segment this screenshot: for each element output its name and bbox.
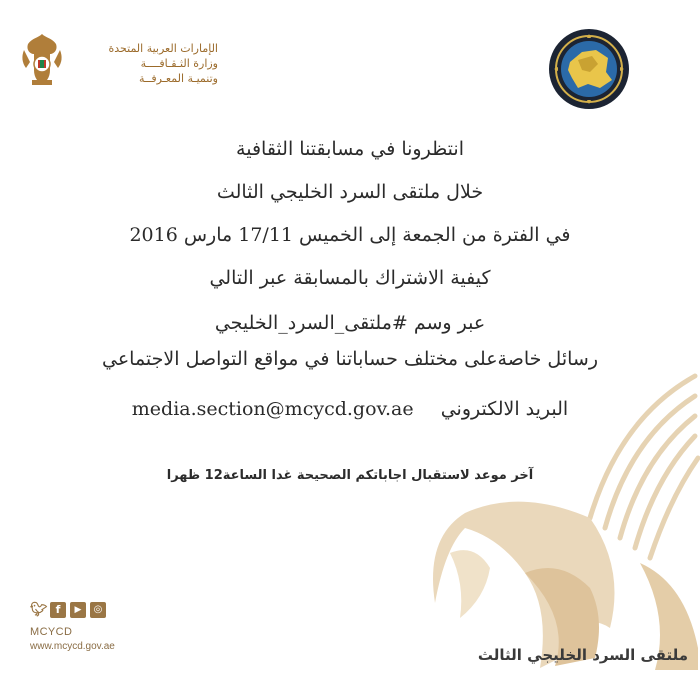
- twitter-icon[interactable]: 🐦︎: [30, 602, 48, 618]
- participation-heading: كيفية الاشتراك بالمسابقة عبر التالي: [209, 267, 491, 289]
- ministry-logo: [18, 30, 218, 88]
- website-link[interactable]: www.mcycd.gov.ae: [30, 641, 115, 652]
- hashtag-line: عبر وسم #ملتقى_السرد_الخليجي: [214, 312, 486, 334]
- youtube-icon[interactable]: ▶: [70, 602, 86, 618]
- gcc-seal-icon: [548, 28, 630, 110]
- deadline-notice: آخر موعد لاستقبال اجاباتكم الصحيحة غدا الساعة12 ظهرا: [166, 468, 534, 483]
- event-brand-title: ملتقى السرد الخليجي الثالث: [477, 646, 688, 664]
- email-row: [0, 398, 700, 420]
- ministry-name-line: وتنميـة المعـرفــة: [139, 72, 218, 85]
- announcement-line: خلال ملتقى السرد الخليجي الثالث: [216, 181, 484, 203]
- social-messages-line: رسائل خاصةعلى مختلف حساباتنا في مواقع التواصل الاجتماعي: [101, 348, 598, 370]
- announcement-line: انتظرونا في مسابقتنا الثقافية: [236, 138, 464, 160]
- event-dates-line: في الفترة من الجمعة إلى الخميس 17/11 مارس 2016: [129, 224, 571, 246]
- email-link[interactable]: media.section@mcycd.gov.ae: [131, 398, 414, 420]
- uae-falcon-emblem-icon: [18, 30, 66, 88]
- facebook-icon[interactable]: f: [50, 602, 66, 618]
- email-label: البريد الالكتروني: [440, 398, 569, 420]
- instagram-icon[interactable]: ◎: [90, 602, 106, 618]
- ministry-name-line: وزارة الثـقـافــــة: [140, 57, 218, 70]
- org-name: MCYCD: [30, 626, 73, 638]
- ministry-name-line: الإمارات العربية المتحدة: [108, 42, 218, 55]
- social-icons: [30, 602, 106, 618]
